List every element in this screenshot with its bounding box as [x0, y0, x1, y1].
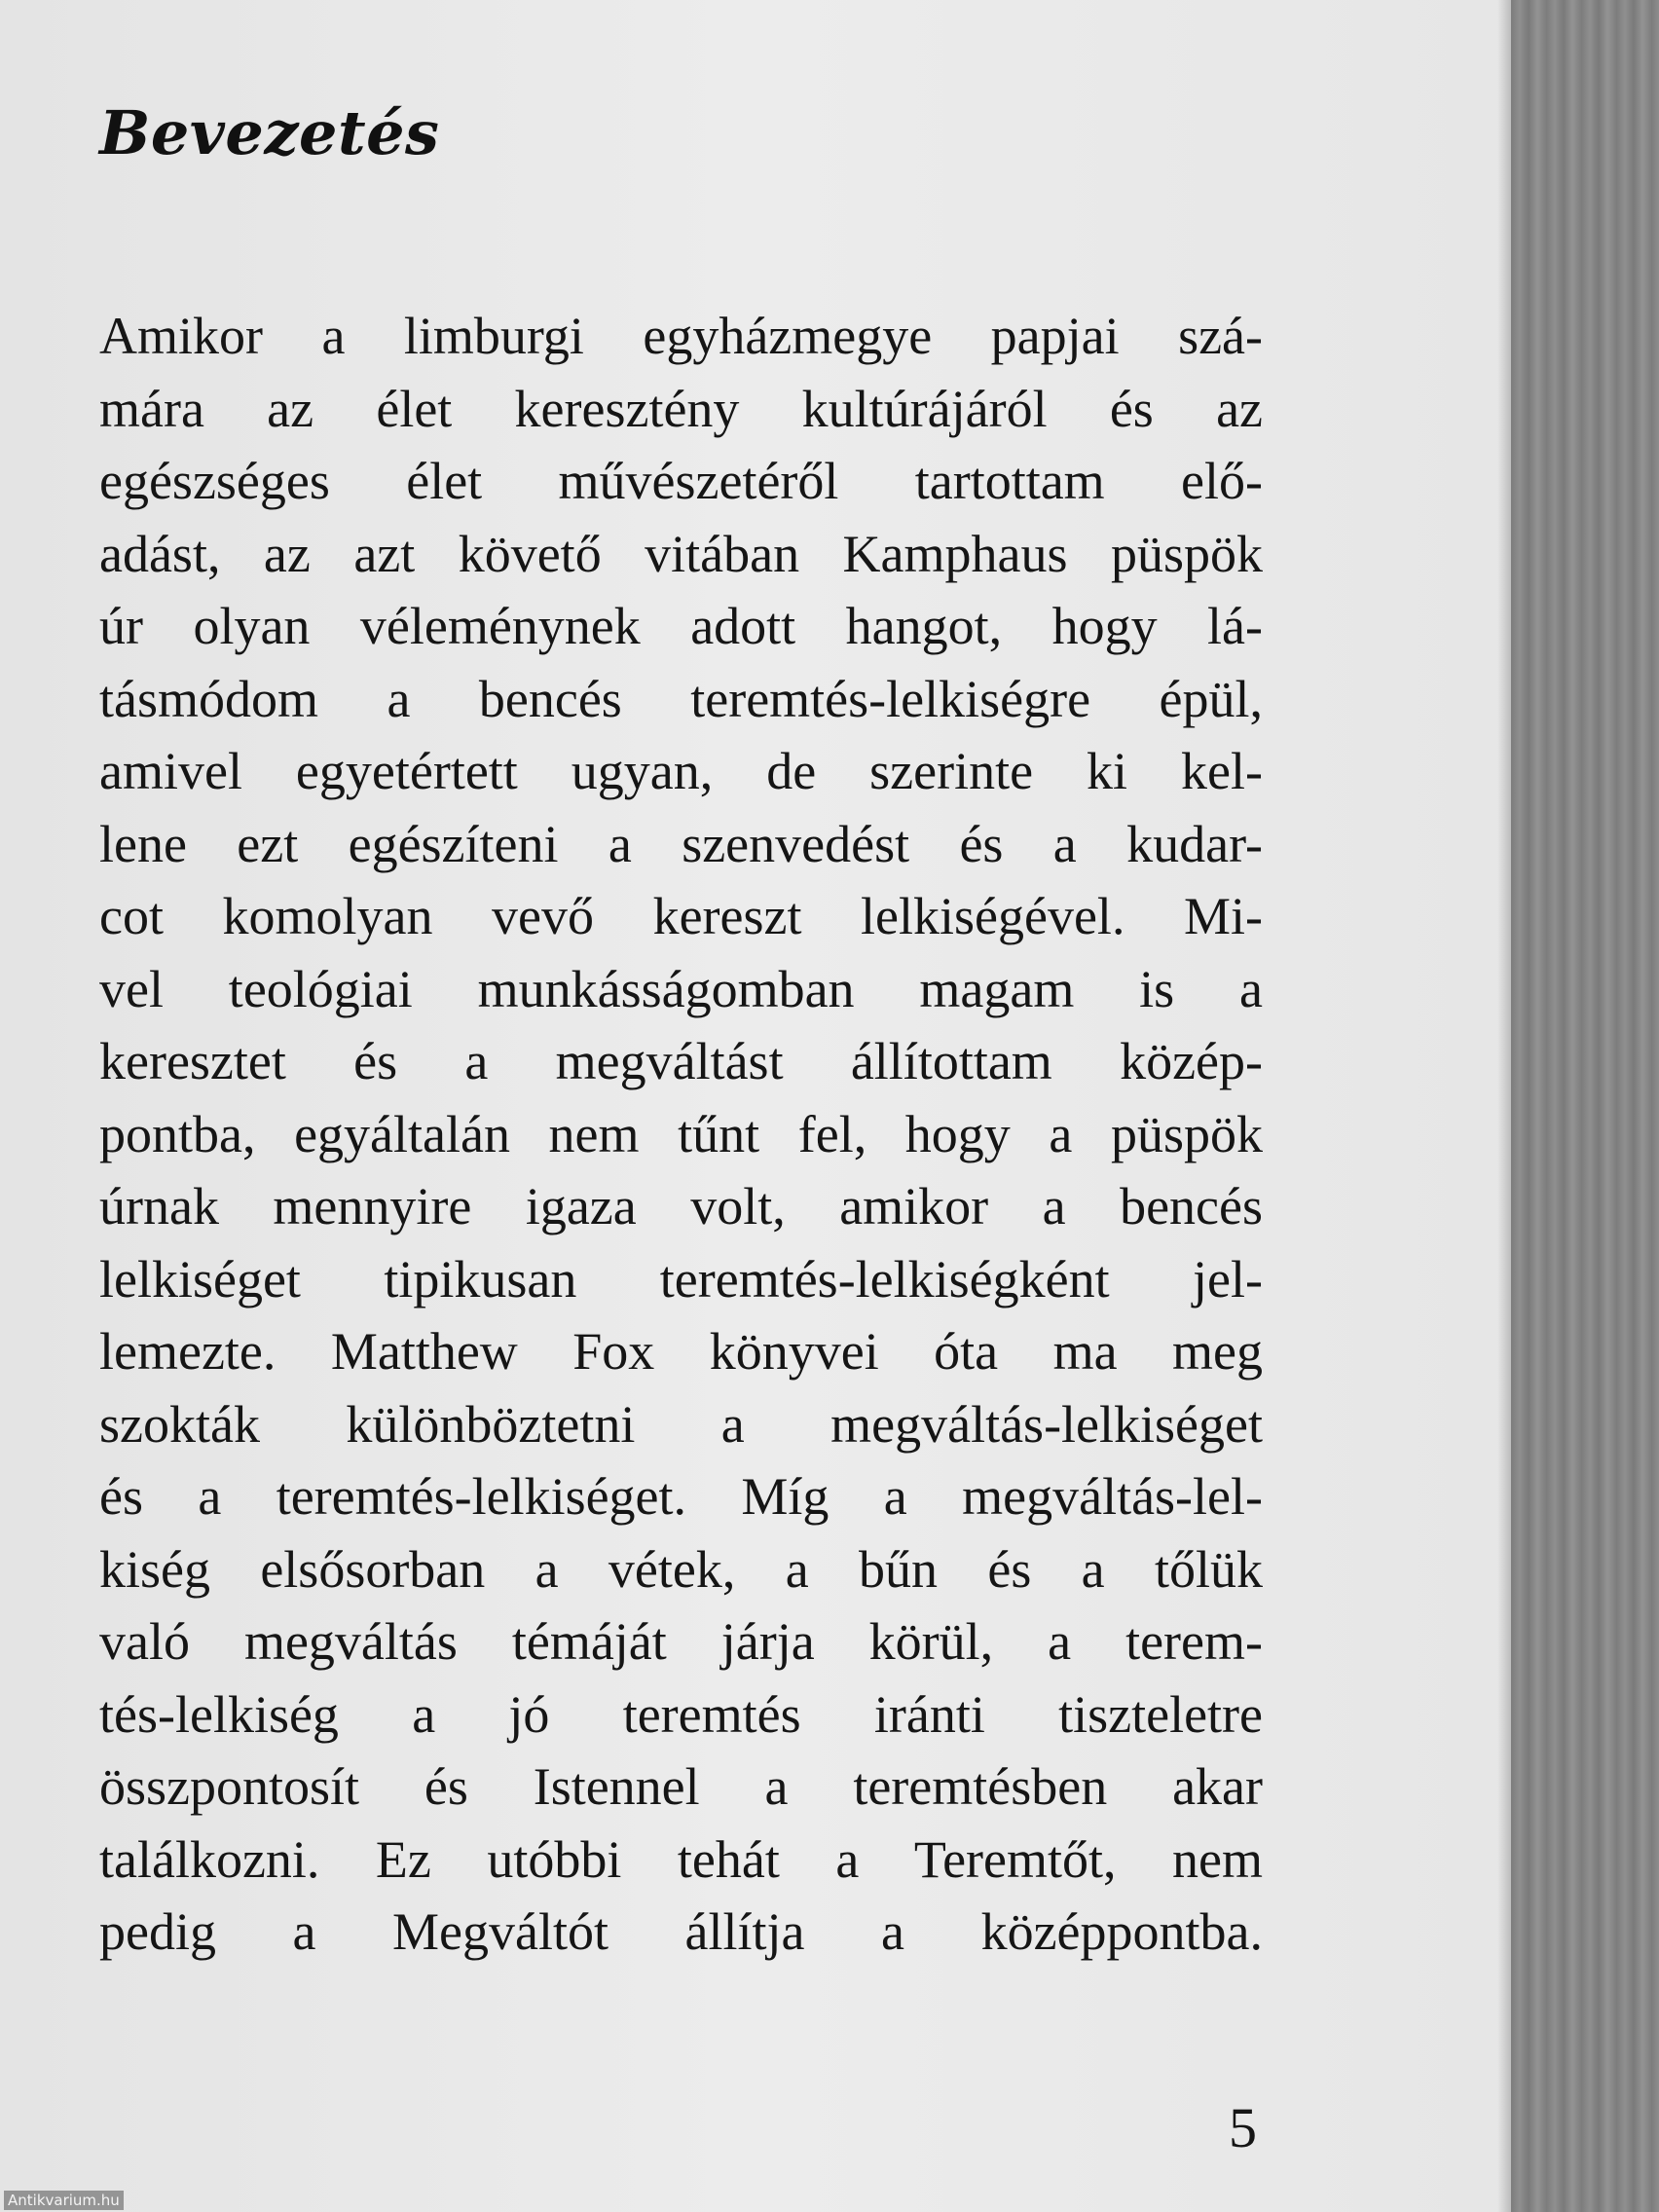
watermark-label: Antikvarium.hu — [4, 2191, 124, 2210]
text-line: összpontosít és Istennel a teremtésben akar — [99, 1757, 1263, 1816]
text-line: egészséges élet művészetéről tartottam elő- — [99, 452, 1263, 510]
text-line: lemezte. Matthew Fox könyvei óta ma meg — [99, 1322, 1263, 1381]
text-line: cot komolyan vevő kereszt lelkiségével. Mi- — [99, 887, 1263, 945]
text-line: szokták különböztetni a megváltás-lelkiséget — [99, 1394, 1263, 1454]
text-line: úrnak mennyire igaza volt, amikor a bencés — [99, 1177, 1263, 1235]
text-line: amivel egyetértett ugyan, de szerinte ki kel- — [99, 742, 1263, 800]
text-line: adást, az azt követő vitában Kamphaus püspök — [99, 524, 1263, 583]
text-line: pedig a Megváltót állítja a középpontba. — [99, 1902, 1263, 1961]
text-line: tásmódom a bencés teremtés-lelkiségre épül, — [99, 669, 1263, 728]
page-number: 5 — [1229, 2096, 1257, 2159]
background-surface — [1511, 0, 1659, 2212]
text-line: vel teológiai munkásságomban magam is a — [99, 959, 1263, 1018]
text-line: lene ezt egészíteni a szenvedést és a kudar- — [99, 814, 1263, 873]
text-line: pontba, egyáltalán nem tűnt fel, hogy a püspök — [99, 1104, 1263, 1163]
chapter-heading: Bevezetés — [99, 97, 440, 168]
text-line: találkozni. Ez utóbbi tehát a Teremtőt, nem — [99, 1829, 1263, 1889]
body-paragraph — [99, 300, 1263, 1969]
text-line: mára az élet keresztény kultúrájáról és az — [99, 379, 1263, 438]
text-line: úr olyan véleménynek adott hangot, hogy lá- — [99, 597, 1263, 655]
text-line: lelkiséget tipikusan teremtés-lelkiségként jel- — [99, 1249, 1263, 1309]
text-line: való megváltás témáját járja körül, a terem- — [99, 1612, 1263, 1671]
text-line: és a teremtés-lelkiséget. Míg a megváltás-lel- — [99, 1467, 1263, 1526]
text-line: keresztet és a megváltást állítottam közép- — [99, 1032, 1263, 1090]
text-line: tés-lelkiség a jó teremtés iránti tiszteletre — [99, 1684, 1263, 1744]
text-line: Amikor a limburgi egyházmegye papjai szá- — [99, 307, 1263, 365]
text-line: kiség elsősorban a vétek, a bűn és a tőlük — [99, 1539, 1263, 1599]
